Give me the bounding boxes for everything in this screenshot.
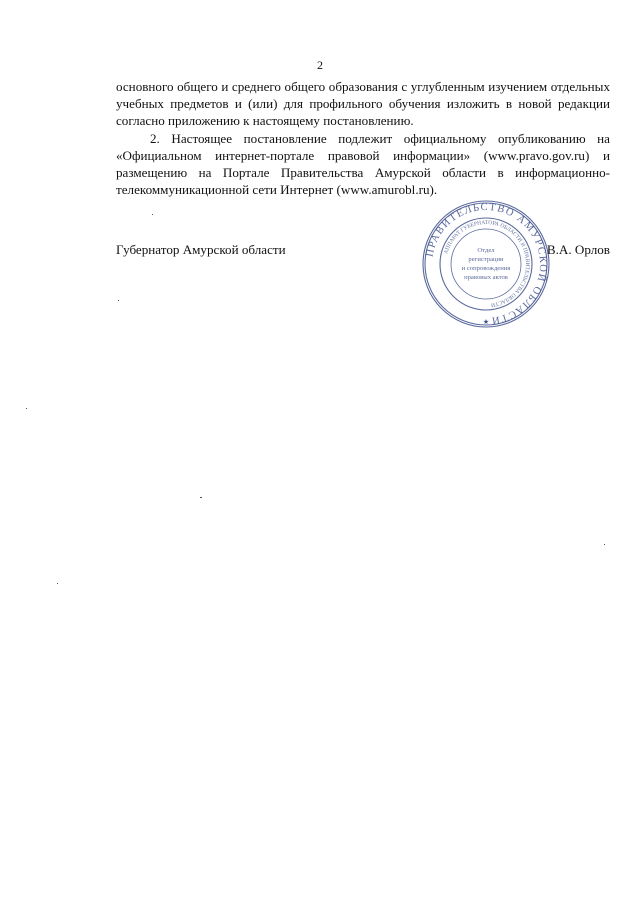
body-text bbox=[116, 78, 610, 198]
scan-speck bbox=[26, 408, 27, 409]
seal-star-icon: ★ bbox=[482, 318, 490, 326]
scan-speck bbox=[152, 214, 153, 215]
signatory-title: Губернатор Амурской области bbox=[116, 242, 286, 257]
scan-speck bbox=[118, 300, 119, 301]
svg-text:АППАРАТ ГУБЕРНАТОРА ОБЛАСТИ И bbox=[443, 220, 530, 308]
seal-center-line-4: правовых актов bbox=[464, 274, 508, 281]
signatory-name: В.А. Орлов bbox=[546, 242, 610, 257]
official-seal-stamp bbox=[420, 198, 552, 330]
scan-speck bbox=[200, 497, 202, 498]
seal-center-line-2: регистрации bbox=[468, 256, 504, 263]
paragraph-2: 2. Настоящее постановление подлежит официальному опубликованию на «Официальном интернет-портале правовой информации» (www.pravo.gov.ru) и размещению на Портале Правительства Амурской области в информационно-телекоммуникационной сети Интернет (www.amurobl.ru). bbox=[116, 130, 610, 198]
seal-center-line-1: Отдел bbox=[477, 247, 495, 254]
scan-speck bbox=[604, 544, 605, 545]
seal-inner-text: АППАРАТ ГУБЕРНАТОРА ОБЛАСТИ И ПРАВИТЕЛЬСТВА ОБЛАСТИ bbox=[443, 219, 531, 308]
seal-outer-text: ПРАВИТЕЛЬСТВО АМУРСКОЙ ОБЛАСТИ bbox=[424, 201, 549, 326]
seal-center-line-3: и сопровождения bbox=[461, 265, 511, 272]
page-number: 2 bbox=[317, 58, 323, 72]
paragraph-1: основного общего и среднего общего образования с углубленным изучением отдельных учебных предметов и (или) для профильного обучения изложить в новой редакции согласно приложению к настоящему постановлению. bbox=[116, 79, 610, 129]
scan-speck bbox=[57, 583, 58, 584]
